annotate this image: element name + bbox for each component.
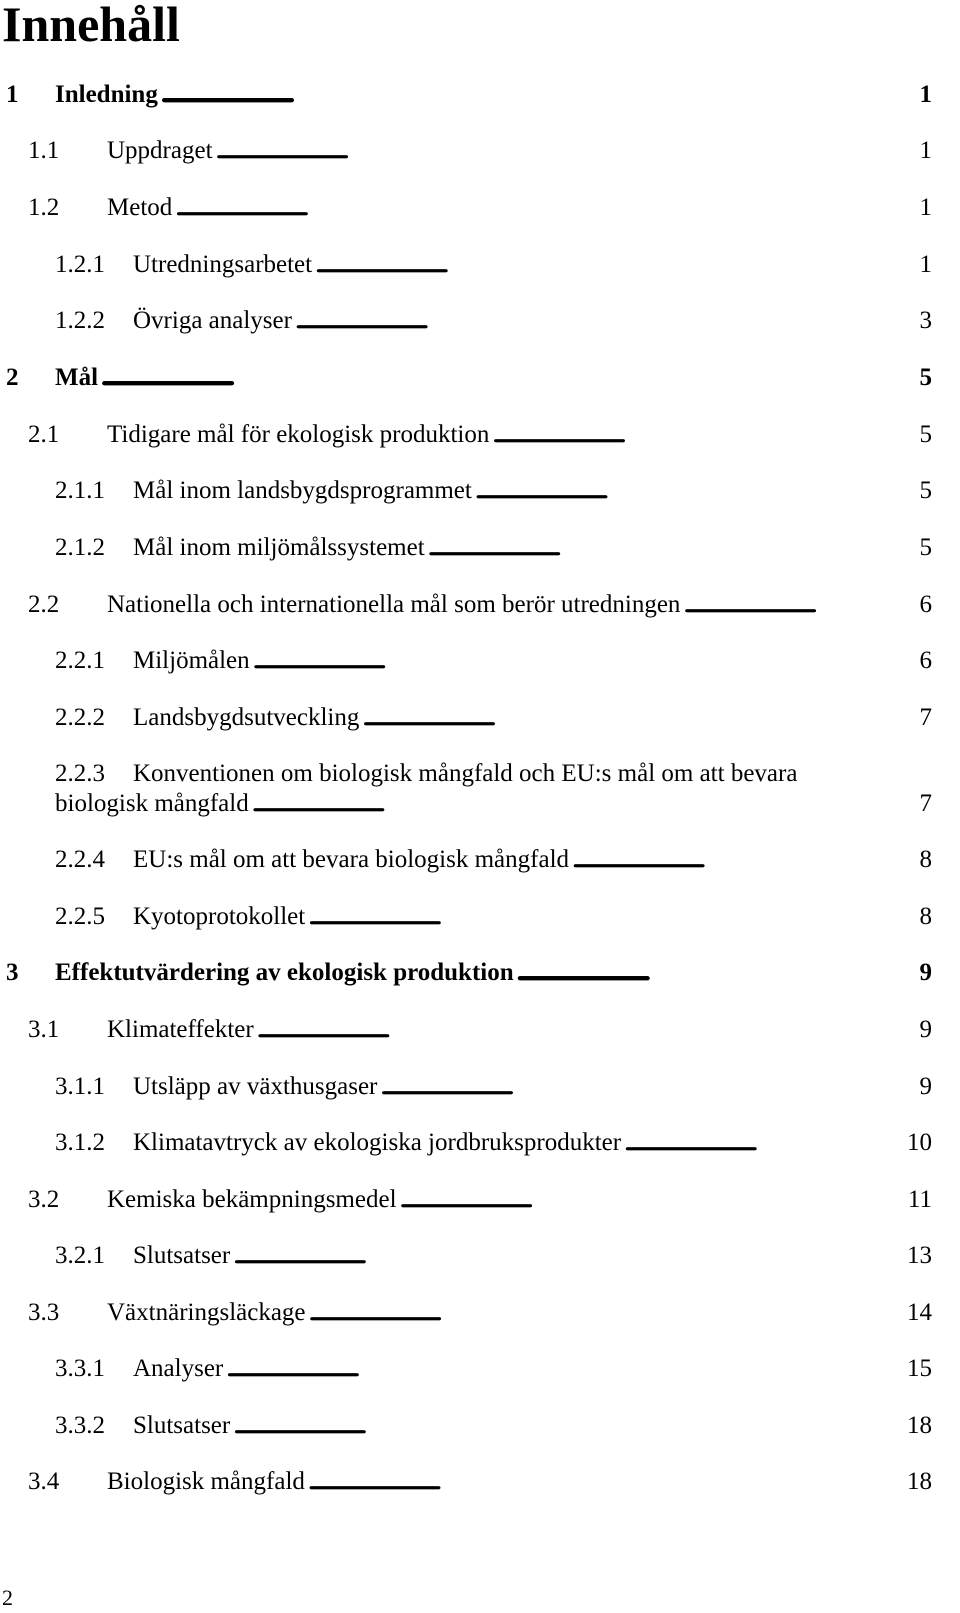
toc-entry[interactable] <box>0 590 960 620</box>
toc-entry-title: Slutsatser <box>133 1412 231 1439</box>
toc-entry-line <box>133 1411 932 1441</box>
toc-entry[interactable] <box>0 1015 960 1045</box>
toc-entry-title: Analyser <box>133 1355 224 1382</box>
toc-entry-line <box>55 958 932 988</box>
toc-entry-line <box>107 590 932 620</box>
toc-entry[interactable] <box>0 646 960 676</box>
dot-leader <box>295 306 917 336</box>
toc-entry-title: Uppdraget <box>107 137 213 164</box>
toc-entry-title: Kyotoprotokollet <box>133 903 306 930</box>
toc-entry-line <box>55 80 932 110</box>
dot-leader <box>308 902 916 932</box>
dot-leader <box>517 958 917 988</box>
toc-entry-page: 5 <box>919 477 932 504</box>
toc-entry-number: 3.1.1 <box>55 1073 105 1100</box>
dot-leader <box>257 1015 917 1045</box>
toc-entry-title: Klimatavtryck av ekologiska jordbruksprodukter <box>133 1129 622 1156</box>
toc-entry-line <box>55 363 932 393</box>
page-title: Innehåll <box>2 0 180 52</box>
toc-entry-page: 8 <box>919 846 932 873</box>
toc-entry-page: 9 <box>919 1073 932 1100</box>
dot-leader <box>253 646 917 676</box>
toc-entry-line <box>133 1354 932 1384</box>
toc-entry-number: 3.3 <box>28 1299 60 1326</box>
toc-entry-number: 2.2.5 <box>55 903 105 930</box>
toc-entry[interactable] <box>0 958 960 988</box>
toc-entry-number: 2.2 <box>28 591 60 618</box>
toc-entry-line <box>55 789 932 819</box>
toc-entry-line <box>133 1128 932 1158</box>
toc-entry-page: 1 <box>919 194 932 221</box>
toc-entry-number: 2.2.4 <box>55 846 105 873</box>
toc-entry-page: 6 <box>919 647 932 674</box>
toc-entry-line <box>133 250 932 280</box>
toc-entry[interactable] <box>0 136 960 166</box>
toc-entry-title: Nationella och internationella mål som berör utredningen <box>107 591 681 618</box>
toc-entry-page: 18 <box>907 1468 932 1495</box>
dot-leader <box>572 845 916 875</box>
toc-entry-page: 1 <box>919 81 932 108</box>
toc-entry-page: 7 <box>919 704 932 731</box>
toc-entry-line <box>133 1241 932 1271</box>
toc-entry-number: 1.2 <box>28 194 60 221</box>
toc-entry[interactable] <box>0 250 960 280</box>
toc-entry-title: Kemiska bekämpningsmedel <box>107 1186 397 1213</box>
toc-entry-number: 2 <box>6 364 19 391</box>
toc-entry-page: 7 <box>919 790 932 817</box>
toc-entry-title: Biologisk mångfald <box>107 1468 305 1495</box>
toc-entry-number: 3 <box>6 959 19 986</box>
toc-entry[interactable] <box>0 1354 960 1384</box>
toc-entry-page: 9 <box>919 959 932 986</box>
toc-entry-number: 2.2.2 <box>55 704 105 731</box>
toc-entry-number: 3.2 <box>28 1186 60 1213</box>
toc-entry-number: 2.1 <box>28 421 60 448</box>
toc-entry-title: EU:s mål om att bevara biologisk mångfald <box>133 846 570 873</box>
toc-entry-line <box>133 306 932 336</box>
toc-entry-title: Tidigare mål för ekologisk produktion <box>107 421 490 448</box>
toc-entry[interactable] <box>0 845 960 875</box>
toc-entry-line <box>107 1298 932 1328</box>
toc-entry-title: Slutsatser <box>133 1242 231 1269</box>
toc-entry[interactable] <box>0 1467 960 1497</box>
dot-leader <box>492 420 916 450</box>
toc-entry-line <box>107 1185 932 1215</box>
toc-entry-number: 2.2.1 <box>55 647 105 674</box>
toc-entry-title: Utredningsarbetet <box>133 251 313 278</box>
toc-entry[interactable] <box>0 533 960 563</box>
toc-entry-title: Effektutvärdering av ekologisk produktion <box>55 959 514 986</box>
toc-entry-title: Utsläpp av växthusgaser <box>133 1073 378 1100</box>
toc-entry-line <box>133 476 932 506</box>
toc-entry-number: 3.2.1 <box>55 1242 105 1269</box>
toc-entry-line <box>107 1015 932 1045</box>
toc-entry-number: 1.2.1 <box>55 251 105 278</box>
dot-leader <box>362 703 916 733</box>
toc-entry-line <box>133 533 932 563</box>
dot-leader <box>252 789 917 819</box>
toc-entry-number: 3.1.2 <box>55 1129 105 1156</box>
toc-entry[interactable] <box>0 1128 960 1158</box>
toc-entry-title: Metod <box>107 194 173 221</box>
toc-entry-page: 10 <box>907 1129 932 1156</box>
toc-entry-line <box>133 902 932 932</box>
toc-entry-page: 15 <box>907 1355 932 1382</box>
toc-entry-title: Övriga analyser <box>133 307 292 334</box>
toc-entry[interactable] <box>0 902 960 932</box>
toc-entry-title: Växtnäringsläckage <box>107 1299 306 1326</box>
toc-entry[interactable] <box>0 1411 960 1441</box>
toc-entry-line <box>107 193 932 223</box>
toc-entry[interactable] <box>0 759 960 825</box>
toc-entry-line <box>133 646 932 676</box>
toc-entry-number: 3.3.1 <box>55 1355 105 1382</box>
toc-entry-page: 1 <box>919 137 932 164</box>
dot-leader <box>683 590 916 620</box>
toc-entry-number: 1.2.2 <box>55 307 105 334</box>
toc-entry-line <box>133 703 932 733</box>
toc-entry-page: 5 <box>919 421 932 448</box>
toc-entry-title: Konventionen om biologisk mångfald och EU:s mål om att bevara <box>133 760 798 787</box>
toc-entry[interactable] <box>0 1298 960 1328</box>
toc-entry-number: 2.1.2 <box>55 534 105 561</box>
page-number: 2 <box>2 1585 13 1610</box>
toc-entry-page: 18 <box>907 1412 932 1439</box>
toc-entry-number: 3.4 <box>28 1468 60 1495</box>
toc-entry[interactable] <box>0 363 960 393</box>
toc-entry-number: 2.2.3 <box>55 760 105 787</box>
toc-entry-title: Mål <box>55 364 99 391</box>
dot-leader <box>475 476 917 506</box>
dot-leader <box>380 1072 916 1102</box>
toc-entry[interactable] <box>0 703 960 733</box>
toc-entry-title: Klimateffekter <box>107 1016 254 1043</box>
dot-leader <box>400 1185 905 1215</box>
toc-entry-page: 5 <box>919 364 932 391</box>
toc-entry-title: Inledning <box>55 81 158 108</box>
toc-entry-line <box>133 1072 932 1102</box>
toc-entry[interactable] <box>0 1185 960 1215</box>
toc-entry[interactable] <box>0 1241 960 1271</box>
toc-entry-line <box>107 420 932 450</box>
toc-entry[interactable] <box>0 420 960 450</box>
toc-entry-title: Mål inom landsbygdsprogrammet <box>133 477 472 504</box>
toc-entry-page: 6 <box>919 591 932 618</box>
toc-entry-page: 9 <box>919 1016 932 1043</box>
dot-leader <box>161 80 917 110</box>
toc-entry[interactable] <box>0 1072 960 1102</box>
dot-leader <box>233 1241 904 1271</box>
toc-entry-page: 13 <box>907 1242 932 1269</box>
dot-leader <box>315 250 916 280</box>
toc-entry-page: 11 <box>907 1186 932 1213</box>
dot-leader <box>175 193 916 223</box>
toc-entry-title: Landsbygdsutveckling <box>133 704 360 731</box>
toc-entry-line <box>107 136 932 166</box>
toc-entry-number: 3.3.2 <box>55 1412 105 1439</box>
dot-leader <box>101 363 916 393</box>
toc-entry-title-continued: biologisk mångfald <box>55 790 249 817</box>
toc-entry-page: 8 <box>919 903 932 930</box>
toc-entry[interactable] <box>0 193 960 223</box>
toc-entry-page: 1 <box>919 251 932 278</box>
dot-leader <box>309 1298 904 1328</box>
toc-entry-page: 5 <box>919 534 932 561</box>
toc-entry-number: 3.1 <box>28 1016 60 1043</box>
toc-entry-page: 14 <box>907 1299 932 1326</box>
toc-entry-title: Mål inom miljömålssystemet <box>133 534 425 561</box>
toc-entry-title: Miljömålen <box>133 647 250 674</box>
dot-leader <box>226 1354 904 1384</box>
toc-entry-line <box>133 845 932 875</box>
toc-entry[interactable] <box>0 80 960 110</box>
toc-entry[interactable] <box>0 476 960 506</box>
dot-leader <box>233 1411 904 1441</box>
dot-leader <box>624 1128 904 1158</box>
dot-leader <box>216 136 917 166</box>
dot-leader <box>308 1467 904 1497</box>
toc-entry-number: 1.1 <box>28 137 60 164</box>
toc-entry[interactable] <box>0 306 960 336</box>
toc-entry-line <box>107 1467 932 1497</box>
dot-leader <box>428 533 917 563</box>
toc-entry-number: 1 <box>6 81 19 108</box>
toc-entry-page: 3 <box>919 307 932 334</box>
toc-entry-number: 2.1.1 <box>55 477 105 504</box>
